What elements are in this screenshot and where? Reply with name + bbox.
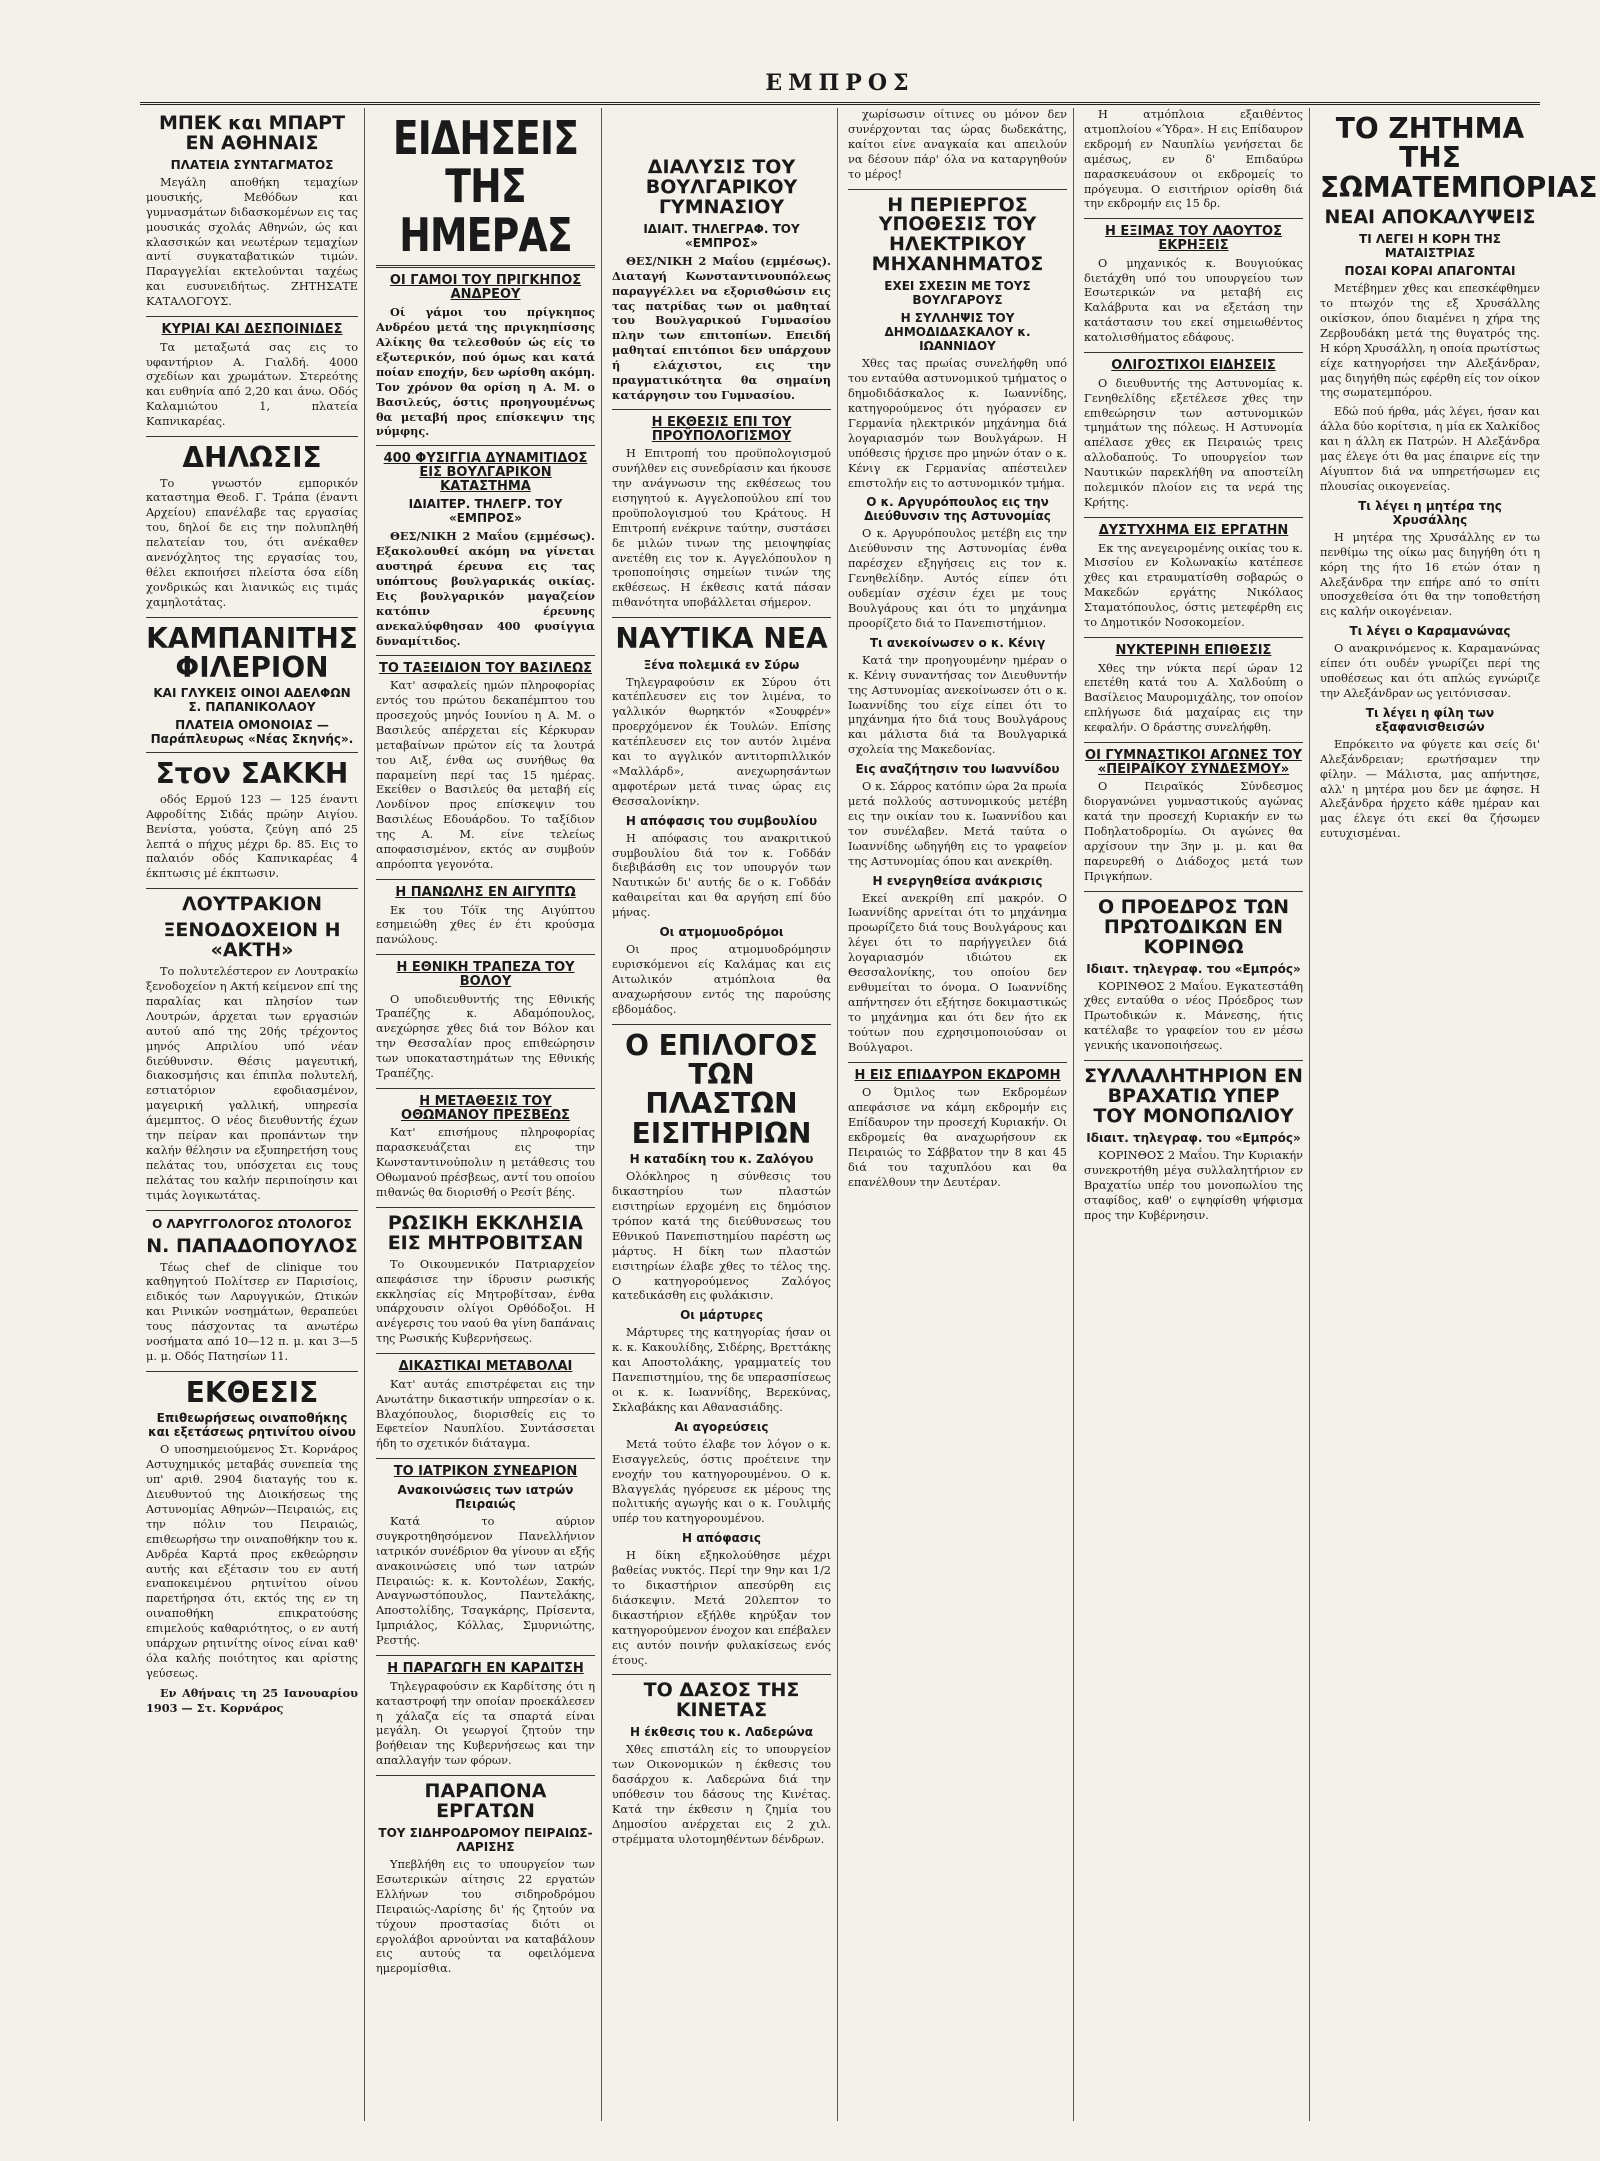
column-6 [1314,108,1598,2121]
article-text: χωρίσωσιν οίτινες ου μόνον δεν συνέρχονται τας ώρας δωδεκάτης, καίτοι είνε αναγκαία και απειλούν να δέσουν πάρ' όλα να καταργηθούν το μέρος! [848,108,1067,181]
article-text: Εδώ πού ήρθα, μάς λέγει, ήσαν και άλλα δύο κορίτσια, η μία εκ Χαλκίδος και η άλλη εκ Πατρών. Η Αλεξάνδρα μας έλεγε ότι θα μας έπαιρνε είς την Αίγυπτον διά να υπηρετήσωμεν εις πλουσίας οικογενείας. [1320,405,1540,493]
article-text: Τηλεγραφούσιν εκ Καρδίτσης ότι η καταστροφή την οποίαν προεκάλεσεν η χάλαζα είς τα σπαρτά είναι μεγάλη. Οι γεωργοί ζητούν την βοήθειαν της Κυβερνήσεως και την απαλλαγήν των φόρων. [376,1679,595,1768]
article-title: ΔΙΚΑΣΤΙΚΑΙ ΜΕΤΑΒΟΛΑΙ [398,1359,573,1375]
article-text: Ο διευθυντής της Αστυνομίας κ. Γενηθελίδης εξετέλεσε χθες την επιθεώρησιν των αστυνομικών τμημάτων της πόλεως. Η Αστυνομία απέλασε χθες εκ Πειραιώς τρεις αλλοδαπούς. Το υπουργείον των Ναυτικών παρεκλήθη να αποστείλη πολεμικόν πλοίον εις τα νερά της Κρήτης. [1084,376,1303,509]
article-title: Ο ΠΡΟΕΔΡΟΣ ΤΩΝ ΠΡΩΤΟΔΙΚΩΝ ΕΝ ΚΟΡΙΝΘΩ [1097,895,1290,958]
article-text: Υπεβλήθη εις το υπουργείον των Εσωτερικών αίτησις 22 εργατών Ελλήνων του σιδηροδρόμου Πειραιώς-Λαρίσης δι' ής ζητούν να τύχουν προστασίας διότι οι εργολάβοι αρνούνται να καταβάλουν εις αυτούς τα οφειλόμενα ημερομίσθια. [376,1858,595,1976]
article-title: ΤΟ ΙΑΤΡΙΚΟΝ ΣΥΝΕΔΡΙΟΝ [393,1464,578,1480]
article-text: Οί γάμοι του πρίγκηπος Ανδρέου μετά της πριγκηπίσσης Αλίκης θα τελεσθούν ώς είς το εξωτερικόν, πού όμως και κατά ποίαν εποχήν, δεν ωρίσθη ακόμη. Τον χρόνον θα ορίση η Α. Μ. ο Βασιλεύς, όστις προηγουμένως θα μεταβή προς επίσκεψιν της νύμφης. [376,305,595,439]
article-subtitle: ΙΔΙΑΙΤ. ΤΗΛΕΓΡΑΦ. ΤΟΥ «ΕΜΠΡΟΣ» [643,221,800,250]
article-subtitle: Η έκθεσις του κ. Λαδερώνα [630,1725,813,1740]
article-subtitle: Τι λέγει η μητέρα της Χρυσάλλης [1358,498,1502,527]
column-2 [370,108,602,2121]
article-text: Οι προς ατμομυοδρόμησιν ευρισκόμενοι είς Καλάμας και εις Αιτωλικόν ατμόπλοια θα αναχωρήσουν εντός της παρούσης εβδομάδος. [612,943,831,1016]
article-text: ΘΕΣ/ΝΙΚΗ 2 Μαΐου (εμμέσως). Διαταγή Κωνσταντινουπόλεως παραγγέλλει να εξορισθώσιν εις τας πατρίδας των οι μαθηταί του Βουλγαρικού Γυμνασίου πλην των επιτοπίων. Επειδή μαθηταί επιτόπιοι δεν υπάρχουν ή ελάχιστοι, εις την πραγματικότητα θα σημαίνη κατάργησιν του Γυμνασίου. [612,253,831,402]
article-text: ΚΟΡΙΝΘΟΣ 2 Μαΐου. Εγκατεστάθη χθες ενταύθα ο νέος Πρόεδρος των Πρωτοδικών κ. Μάνεσης, ήτις κατέλαβε το γραφείον του εν μέσω γενικής ικανοποιήσεως. [1084,979,1303,1053]
article-title: ΤΟ ΔΑΣΟΣ ΤΗΣ ΚΙΝΕΤΑΣ [643,1679,800,1722]
article-title: ΔΥΣΤΥΧΗΜΑ ΕΙΣ ΕΡΓΑΤΗΝ [1098,522,1289,538]
article-subtitle: Η ΣΥΛΛΗΨΙΣ ΤΟΥ ΔΗΜΟΔΙΔΑΣΚΑΛΟΥ κ. ΙΩΑΝΝΙΔΟΥ [884,311,1031,354]
article-subtitle: Η καταδίκη του κ. Ζαλόγου [629,1152,814,1167]
article-subtitle: Τι λέγει η φίλη των εξαφανισθεισών [1365,705,1495,734]
article-subtitle: ΤΙ ΛΕΓΕΙ Η ΚΟΡΗ ΤΗΣ ΜΑΤΑΙΣΤΡΙΑΣ [1359,232,1501,261]
ad-title: Ο ΛΑΡΥΓΓΟΛΟΓΟΣ ΩΤΟΛΟΓΟΣ [152,1216,352,1231]
headline: ΕΙΔΗΣΕΙΣ ΤΗΣ ΗΜΕΡΑΣ [392,111,579,262]
ad-subtitle: Επιθεωρήσεως οιναποθήκης και εξετάσεως ρητινίτου οίνου [148,1411,356,1440]
article-subtitle: Η ενεργηθείσα ανάκρισις [872,873,1043,888]
article-title: Ο ΕΠΙΛΟΓΟΣ ΤΩΝ ΠΛΑΣΤΩΝ ΕΙΣΙΤΗΡΙΩΝ [625,1028,818,1150]
ad-title: ΜΠΕΚ και ΜΠΑΡΤ ΕΝ ΑΘΗΝΑΙΣ [158,112,346,154]
article-text: Η ατμόπλοια εξαιθέντος ατμοπλοίου «Ύδρα». Η εις Επίδαυρον εκδρομή εν Ναυπλίω γενήσεται δε αμέσως, εν δ' Επιδαύρω παρασκευάσουν οι εκδρομείς το πρόγευμα. Ο εισιτήριον ορίσθη διά την εκδρομήν εις 15 δρ. [1084,108,1303,211]
column-4 [842,108,1074,2121]
article-title: Η ΕΘΝΙΚΗ ΤΡΑΠΕΖΑ ΤΟΥ ΒΟΛΟΥ [396,960,575,989]
article-subtitle: Τι ανεκοίνωσεν ο κ. Κένιγ [869,635,1046,650]
column-1 [140,108,365,2121]
article-text: Ο ανακρινόμενος κ. Καραμανώνας είπεν ότι ουδέν γνωρίζει περί της υποθέσεως και ότι απλώς εγνώριζε την Αλεξάνδραν ως γειτόνισσαν. [1320,642,1540,700]
article-text: Μετά τούτο έλαβε τον λόγον ο κ. Εισαγγελεύς, όστις προέτεινε την ενοχήν του κατηγορουμένου. Ο κ. Βλαγγελάς ηγόρευσε εκ μέρους της πολιτικής αγωγής και ο κ. Γουλιμής υπέρ του κατηγορουμένου. [612,1437,831,1526]
article-text: Ο κ. Σάρρος κατόπιν ώρα 2α πρωία μετά πολλούς αστυνομικούς μετέβη εις την οικίαν του κ. Ιωαννίδου και τον συνέλαβεν. Μετά ταύτα ο Ιωαννίδης ωδηγήθη εις το γραφείον της Αστυνομίας όπου και ανεκρίθη. [848,780,1067,868]
column-5 [1078,108,1310,2121]
article-title: Η ΠΑΝΩΛΗΣ ΕΝ ΑΙΓΥΠΤΩ [395,884,576,900]
article-title: ΤΟ ΤΑΞΕΙΔΙΟΝ ΤΟΥ ΒΑΣΙΛΕΩΣ [378,660,593,676]
column-3 [606,108,838,2121]
article-text: Χθες την νύκτα περί ώραν 12 επετέθη κατά του Α. Χαλδούπη ο Βασίλειος Μαυρομιχάλης, τον οποίον επλήγωσε διά μαχαίρας εις την κεφαλήν. Ο δράστης συνελήφθη. [1084,661,1303,735]
article-title: ΔΙΑΛΥΣΙΣ ΤΟΥ ΒΟΥΛΓΑΡΙΚΟΥ ΓΥΜΝΑΣΙΟΥ [645,156,798,218]
ad-name: Ν. ΠΑΠΑΔΟΠΟΥΛΟΣ [146,1234,358,1257]
article-title: ΟΙ ΓΥΜΝΑΣΤΙΚΟΙ ΑΓΩΝΕΣ ΤΟΥ «ΠΕΙΡΑΪΚΟΥ ΣΥΝΔΕΣΜΟΥ» [1085,748,1302,777]
article-text: Μετέβημεν χθες και επεσκέφθημεν το πτωχόν της εξ Χρυσάλλης οικίσκον, όπου διαμένει η χήρα της Ζερβουδάκη μετά της θυγατρός της. Η κόρη Χρυσάλλη, η οποία πρωτίστως είχε κατηγορήσει την Αλεξάνδραν, μας διηγήθη πώς εφέρθη είς τον οίκον της σωματεμπόρου. [1320,282,1540,400]
article-text: Η δίκη εξηκολούθησε μέχρι βαθείας νυκτός. Περί την 9ην και 1/2 το δικαστήριον απεσύρθη εις διάσκεψιν. Μετά 20λεπτον το δικαστήριον εξήλθε κηρύξαν τον κατηγορούμενον ένοχον και επέβαλεν εις αυτόν ποινήν φυλακίσεως ενός έτους. [612,1549,831,1667]
article-subtitle: Ανακοινώσεις των ιατρών Πειραιώς [397,1482,574,1511]
article-title: ΠΑΡΑΠΟΝΑ ΕΡΓΑΤΩΝ [424,1780,547,1823]
article-subtitle: Εις αναζήτησιν του Ιωαννίδου [855,762,1060,777]
ad-signature: Εν Αθήναις τη 25 Ιανουαρίου 1903 — Στ. Κορνάρος [146,1685,358,1715]
article-text: Ο Όμιλος των Εκδρομέων απεφάσισε να κάμη εκδρομήν εις Επίδαυρον την προσεχή Κυριακήν. Οι εκδρομείς θα αναχωρήσουν εκ Πειραιώς το Σάββατον την 8 και 45 διά του ταχυπλόου και θα επανέλθουν την Δευτέραν. [848,1086,1067,1189]
article-title: ΟΙ ΓΑΜΟΙ ΤΟΥ ΠΡΙΓΚΗΠΟΣ ΑΝΔΡΕΟΥ [389,272,582,302]
article-subtitle: ΕΧΕΙ ΣΧΕΣΙΝ ΜΕ ΤΟΥΣ ΒΟΥΛΓΑΡΟΥΣ [884,279,1031,308]
ad-title: ΚΥΡΙΑΙ ΚΑΙ ΔΕΣΠΟΙΝΙΔΕΣ [161,322,343,338]
article-title: Η ΕΞΙΜΑΣ ΤΟΥ ΛΑΟΥΤΟΣ ΕΚΡΗΞΕΙΣ [1105,224,1282,253]
article-text: Τηλεγραφούσιν εκ Σύρου ότι κατέπλευσεν εις τον λιμένα, το γαλλικόν θωρηκτόν «Σουφρέν» προερχόμενον έκ Τουλών. Επίσης κατέπλευσεν εις τον αυτόν λιμένα και το αγγλικόν αντιτορπιλλικόν «Μαλλάρδ», ανεχωρησάντων αμφοτέρων μετά τινας ώρας εις Θεσσαλονίκην. [612,675,831,808]
article-subtitle: ΤΟΥ ΣΙΔΗΡΟΔΡΟΜΟΥ ΠΕΙΡΑΙΩΣ-ΛΑΡΙΣΗΣ [378,1826,593,1855]
ad-text: Τέως chef de clinique του καθηγητού Πολίτσερ εν Παρισίοις, ειδικός των Λαρυγγικών, Ωτικών και Ρινικών νοσημάτων, θεραπεύει τους πάσχοντας τα ανωτέρω νοσήματα από 10—12 π. μ. και 3—5 μ. μ. Οδός Πατησίων 11. [146,1260,358,1363]
ad-subtitle: ΚΑΙ ΓΛΥΚΕΙΣ ΟΙΝΟΙ ΑΔΕΛΦΩΝ Σ. ΠΑΠΑΝΙΚΟΛΑΟΥ [153,686,351,715]
article-title: Η ΜΕΤΑΘΕΣΙΣ ΤΟΥ ΟΘΩΜΑΝΟΥ ΠΡΕΣΒΕΩΣ [401,1094,570,1123]
article-title: Η ΠΕΡΙΕΡΓΟΣ ΥΠΟΘΕΣΙΣ ΤΟΥ ΗΛΕΚΤΡΙΚΟΥ ΜΗΧΑΝΗΜΑΤΟΣ [871,193,1044,276]
ad-title: ΕΚΘΕΣΙΣ [185,1375,319,1409]
article-subtitle: Ο κ. Αργυρόπουλος εις την Διεύθυνσιν της Αστυνομίας [864,495,1051,524]
article-text: Ο Πειραϊκός Σύνδεσμος διοργανώνει γυμναστικούς αγώνας κατά την προσεχή Κυριακήν εν τω Ποδηλατοδρομίω. Οι αγώνες θα αρχίσουν την 3ην μ. μ. και θα παρευρεθή ο Διάδοχος μετά των Πριγκήπων. [1084,780,1303,883]
article-text: Κατ' αυτάς επιστρέφεται εις την Ανωτάτην δικαστικήν υπηρεσίαν ο κ. Βλαχόπουλος, διορισθείς εις το Εφετείον Ναυπλίου. Συντάσσεται ήδη το σχετικόν διάταγμα. [376,1377,595,1451]
article-text: Η μητέρα της Χρυσάλλης εν τω πενθίμω της οίκω μας διηγήθη ότι η κόρη της ήτο 16 ετών όταν η Αλεξάνδρα την επήρε από το σπίτι υποσχεθείσα ότι θα την τοποθετήση εις καλήν οικογένειαν. [1320,530,1540,619]
article-text: ΘΕΣ/ΝΙΚΗ 2 Μαΐου (εμμέσως). Εξακολουθεί ακόμη να γίνεται αυστηρά έρευνα εις τας υπόπτους βουλγαρικάς οικίας. Εις βουλγαρικόν μαγαζείον κατόπιν έρευνης ανεκαλύφθησαν 400 φυσίγγια δυναμίτιδος. [376,529,595,648]
article-text: Μάρτυρες της κατηγορίας ήσαν οι κ. κ. Κακουλίδης, Σιδέρης, Βρεττάκης και Αποστολάκης, γραμματείς του Πανεπιστημίου, της δε υπερασπίσεως οι κ. κ. Ιωαννίδης, Βερεκύνας, Σκλαβάκης και Αθανασιάδης. [612,1326,831,1414]
ad-text: Μεγάλη αποθήκη τεμαχίων μουσικής, Μεθόδων και γυμνασμάτων διδασκομένων εις τας μουσικάς σχολάς Αθηνών, ώς και κλασσικών και νεωτέρων τεμαχίων αντί συγκαταβατικών τιμών. Παραγγελίαι εκτελούνται ταχέως και ευσυνειδήτως. ΖΗΤΗΣΑΤΕ ΚΑΤΑΛΟΓΟΥΣ. [146,175,358,309]
article-text: Κατά το αύριον συγκροτηθησόμενον Πανελλήνιον ιατρικόν συνέδριον θα γίνουν αι εξής ανακοινώσεις υπό των ιατρών Πειραιώς: κ. κ. Κοντολέων, Σακής, Αναγνωστόπουλος, Παντελάκης, Αποστολίδης, Τσαγκάρης, Πρίσεντα, Ιμπριάλος, Κόλλας, Σμυρνιώτης, Ρεστής. [376,1514,595,1648]
article-subtitle: ΠΟΣΑΙ ΚΟΡΑΙ ΑΠΑΓΟΝΤΑΙ [1344,264,1516,279]
article-subtitle: ΙΔΙΑΙΤΕΡ. ΤΗΛΕΓΡ. ΤΟΥ «ΕΜΠΡΟΣ» [408,497,563,526]
ad-subtitle: ΠΛΑΤΕΙΑ ΣΥΝΤΑΓΜΑΤΟΣ [170,157,334,172]
article-title: ΡΩΣΙΚΗ ΕΚΚΛΗΣΙΑ ΕΙΣ ΜΗΤΡΟΒΙΤΣΑΝ [387,1211,584,1254]
article-subtitle: Ιδιαιτ. τηλεγραφ. του «Εμπρός» [1086,961,1301,976]
ad-address: ΠΛΑΤΕΙΑ ΟΜΟΝΟΙΑΣ — Παράπλευρως «Νέας Σκηνής». [150,718,354,747]
article-text: Εκ του Τόϊκ της Αιγύπτου εσημειώθη χθες έν έτι κρούσμα πανώλους. [376,903,595,947]
article-title: Η ΕΙΣ ΕΠΙΔΑΥΡΟΝ ΕΚΔΡΟΜΗ [854,1067,1061,1083]
article-title: Η ΕΚΘΕΣΙΣ ΕΠΙ ΤΟΥ ΠΡΟΫΠΟΛΟΓΙΣΜΟΥ [651,414,792,444]
masthead-title: ΕΜΠΡΟΣ [765,70,915,96]
ad-text: οδός Ερμού 123 — 125 έναντι Αφροδίτης Σιδάς πρώην Αιγίου. Βενίστα, γούστα, ζεύγη από 25 λεπτά ο πήχυς μέχρι δρ. 85. Εις το παλαιόν οδός Καπνικαρέας 4 έκπτωσις μέ έκπτωσιν. [146,792,358,881]
article-text: Κατ' ασφαλείς ημών πληροφορίας εντός του πρώτου δεκαπέμπτου του προσεχούς μηνός Ιουνίου η Α. Μ. ο Βασιλεύς απέρχεται είς Κέρκυραν μεταβαίνων πρώτον είς τα λουτρά του Αιξ, ένθα ως συνήθως θα παραμείνη περί τας 15 ημέρας. Εκείθεν ο Βασιλεύς θα μεταβή είς Λονδίνον προς επίσκεψιν του Βασιλέως Εδουάρδου. Το ταξίδιον της Α. Μ. είνε τελείως αποφασισμένον, εκτός αν συμβούν απρόοπτα γεγονότα. [376,679,595,872]
article-text: Ο κ. Αργυρόπουλος μετέβη εις την Διεύθυνσιν της Αστυνομίας ένθα παρέσχεν εξηγήσεις εις τον κ. Γενηθελίδην. Αυτός είπεν ότι ουδεμίαν σχέσιν έχει με τους Βουλγάρους και ότι το μηχάνημα προορίζετο διά το Πανεπιστήμιον. [848,527,1067,630]
article-subtitle: Ξένα πολεμικά εν Σύρω [643,657,800,672]
article-text: Η Επιτροπή του προϋπολογισμού συνήλθεν εις συνεδρίασιν και ήκουσε την ανάγνωσιν της εκθέσεως του εισηγητού κ. Αγγελοπούλου επί του προϋπολογισμού του Κράτους. Η Επιτροπή ενέκρινε ταύτην, συστάσει δε μιλών τινων της μειοψηφίας ανετέθη εις τον κ. Αγγελόπουλον η τροποποίησις σημείων τινών της εκθέσεως. Η έκθεσις κατά πάσαν πιθανότητα υποβάλλεται σήμερον. [612,447,831,610]
article-title: ΣΥΛΛΑΛΗΤΗΡΙΟΝ ΕΝ ΒΡΑΧΑΤΙΩ ΥΠΕΡ ΤΟΥ ΜΟΝΟΠΩΛΙΟΥ [1084,1065,1303,1127]
ad-title: ΔΗΛΩΣΙΣ [182,441,322,475]
ad-title: ΛΟΥΤΡΑΚΙΟΝ [181,893,323,916]
article-subtitle: Αι αγορεύσεις [674,1419,769,1434]
article-text: Χθες επιστάλη είς το υπουργείον των Οικονομικών η έκθεσις του δασάρχου κ. Λαδερώνα διά την υπόθεσιν του δάσους της Κινέτας. Κατά την έκθεσιν η ζημία του Δημοσίου ανέρχεται εις 2 χιλ. στρέμματα υλοτομηθέντων δένδρων. [612,1743,831,1846]
article-text: Εκεί ανεκρίθη επί μακρόν. Ο Ιωαννίδης αρνείται ότι το μηχάνημα προωρίζετο διά τους Βουλγάρους και λέγει ότι το παρήγγειλεν διά λογαριασμόν ιδιώτου εκ Θεσσαλονίκης, του οποίου δεν ενθυμείται το όνομα. Ο Ιωαννίδης απήντησεν ότι εξήτησε δοκιμαστικώς το μηχάνημα και ότι δεν ήτο εκ τούτων που εχρησιμοποιούσαν οι Βούλγαροι. [848,891,1067,1054]
article-title: Η ΠΑΡΑΓΩΓΗ ΕΝ ΚΑΡΔΙΤΣΗ [387,1661,584,1677]
article-text: Χθες τας πρωίας συνελήφθη υπό του ενταύθα αστυνομικού τμήματος ο δημοδιδάσκαλος κ. Ιωαννίδης, κατηγορούμενος ότι ηγόρασεν εν Γερμανία ηλεκτρικόν μηχάνημα διά λογαριασμόν των Βουλγάρων. Η υπόθεσις ήρχισε προ μηνών όταν ο κ. Κένιγ εκ Γερμανίας απέστειλεν επιστολήν εις το αστυνομικόν τμήμα. [848,357,1067,490]
article-title: ΝΥΚΤΕΡΙΝΗ ΕΠΙΘΕΣΙΣ [1115,642,1272,658]
article-text: Επρόκειτο να φύγετε και σείς δι' Αλεξάνδρειαν; ερωτήσαμεν την φίλην. — Μάλιστα, μας απήντησε, αλλ' η μητέρα μου δεν με άφησε. Η Αλεξάνδρα ήρχετο κάθε ημέραν και μας έλεγε ότι εκεί θα ζήσωμεν ευτυχισμέναι. [1320,737,1540,841]
article-subtitle: Οι ατμομυοδρόμοι [659,925,784,940]
article-title: ΤΟ ΖΗΤΗΜΑ ΤΗΣ ΣΩΜΑΤΕΜΠΟΡΙΑΣ [1320,112,1598,204]
article-subtitle: Οι μάρτυρες [680,1308,763,1323]
article-title: 400 ΦΥΣΙΓΓΙΑ ΔΥΝΑΜΙΤΙΔΟΣ ΕΙΣ ΒΟΥΛΓΑΡΙΚΟΝ ΚΑΤΑΣΤΗΜΑ [383,451,588,494]
article-text: Εκ της ανεγειρομένης οικίας του κ. Μισσίου εν Κολωνακίω κατέπεσε χθες και ετραυματίσθη σοβαρώς ο Μακεδών εργάτης Νικόλαος Σταματόπουλος, όστις μετεφέρθη εις το Δημοτικόν Νοσοκομείον. [1084,541,1303,630]
ad-subtitle: ΞΕΝΟΔΟΧΕΙΟΝ Η «ΑΚΤΗ» [163,919,341,962]
ad-title: Στον ΣΑΚΚΗ [155,757,349,791]
article-text: Η απόφασις του ανακριτικού συμβουλίου διά τον κ. Γοδδάν διεβιβάσθη εις τον υπουργόν των Ναυτικών δι' αυτής δε ο κ. Γοδδάν καθαιρείται και θα αργήση επί δύο μήνας. [612,831,831,920]
article-subtitle: Η απόφασις [682,1531,761,1546]
article-title: ΝΕΑΙ ΑΠΟΚΑΛΥΨΕΙΣ [1324,206,1536,229]
ad-text: Το πολυτελέστερον εν Λουτρακίω ξενοδοχείον η Ακτή κείμενον επί της παραλίας και πλησίον των Λουτρών, άρχεται των εργασιών αυτού από της 20ής τρέχοντος μηνός Απριλίου υπό νέαν διεύθυνσιν. Θέσις μαγευτική, διακοσμήσις και έπιπλα πολυτελή, εστιατόριον εφοδιασμένον, μαγειρική γαλλική, υπηρεσία άμεμπτος. Ο νέος διευθυντής έχων την πείραν και προπάντων την καλήν θέλησιν να εξυπηρετήση τους πελάτας του, υπόσχεται εις τους πελάτας του καλήν περιποίησιν και τιμάς λογικωτάτας. [146,965,358,1202]
article-text: Κατ' επισήμους πληροφορίας παρασκευάζεται εις την Κωνσταντινούπολιν η μετάθεσις του Οθωμανού πρέσβεως, αντί του οποίου πιθανώς θα διορισθή ο Ρεσίτ βέης. [376,1126,595,1199]
masthead [140,70,1540,105]
article-text: Το Οικουμενικόν Πατριαρχείον απεφάσισε την ίδρυσιν ρωσικής εκκλησίας είς Μητροβίτσαν, ένθα υπάρχουσιν ολίγοι Ορθόδοξοι. Η ανέγερσις του ναού θα γίνη δαπάναις της Ρωσικής Κυβερνήσεως. [376,1257,595,1346]
ad-text: Ο υποσημειούμενος Στ. Κορνάρος Αστυχημικός μεταβάς συνεπεία της υπ' αριθ. 2904 διαταγής του κ. Διευθυντού της Διοικήσεως της Αστυνομίας Αθηνών—Πειραιώς, εις την πόλιν του Πειραιώς, επιθεωρήσω την οιναποθήκην του κ. Ανδρέα Καρτά προς εκθεώρησιν αυτής και εξέτασιν του εν αυτή εναποκειμένου ρητινίτου οίνου παρετήρησα ότι, εκτός της εν τη οιναποθήκη επικρατούσης επιμελούς καθαριότητος, ο εν αυτή υπάρχων ρητινίτης οίνος είναι καθ' όλα καλής ποιότητος και αρίστης γεύσεως. [146,1443,358,1680]
article-text: Ολόκληρος η σύνθεσις του δικαστηρίου των πλαστών εισιτηρίων ερχομένη εις δημόσιον τρόπον κατά της διεύθυνσεως του Εθνικού Πανεπιστημίου παρέστη ως μάρτυς. Η δίκη των πλαστών εισιτηρίων έλαβε χθες το τέλος της. Ο κατηγορούμενος Ζαλόγος κατεδικάσθη εις φυλάκισιν. [612,1170,831,1303]
article-title: ΟΛΙΓΟΣΤΙΧΟΙ ΕΙΔΗΣΕΙΣ [1111,358,1276,374]
article-subtitle: Ιδιαιτ. τηλεγραφ. του «Εμπρός» [1086,1130,1301,1145]
article-text: ΚΟΡΙΝΘΟΣ 2 Μαΐου. Την Κυριακήν συνεκροτήθη μέγα συλλαλητήριον εν Βραχατίω υπέρ του μονοπωλίου της σταφίδος, καθ' ο εψηφίσθη ψήφισμα προς την Κυβέρνησιν. [1084,1148,1303,1222]
ad-text: Το γνωστόν εμπορικόν καταστημα Θεοδ. Γ. Τράπα (έναντι Αρχείου) επανέλαβε τας εργασίας του, δηλοί δε εις την πολυπληθή πελατείαν του, ότι ανέκαθεν ανενόχλητος της εργασίας του, θέλει εκποιήσει πλείστα όσα είδη χονδρικώς και λιανικώς εις τιμάς χαμηλοτάτας. [146,476,358,609]
ad-text: Τα μεταξωτά σας εις το υφαντήριον Α. Γιαλδή. 4000 σχεδίων και χρωμάτων. Στερεότης και ευθηνία από 2,20 και άνω. Οδός Καλαμιώτου 1, πλατεία Καπνικαρέας. [146,340,358,429]
ad-title: ΚΑΜΠΑΝΙΤΗΣ ΦΙΛΕΡΙΟΝ [146,621,358,685]
article-title: ΝΑΥΤΙΚΑ ΝΕΑ [615,622,828,656]
article-subtitle: Τι λέγει ο Καραμανώνας [1349,624,1511,639]
article-text: Ο μηχανικός κ. Βουγιούκας διετάχθη υπό του υπουργείου των Εσωτερικών να μεταβή εις Καλάβρυτα και να εξετάση την κατάστασιν του εκεί σημειωθέντος κατολισθήματος εδάφους. [1084,256,1303,345]
article-text: Ο υποδιευθυντής της Εθνικής Τραπέζης κ. Αδαμόπουλος, ανεχώρησε χθες διά τον Βόλον και την Θεσσαλίαν προς επιθεώρησιν των υποκαταστημάτων της Εθνικής Τραπέζης. [376,992,595,1081]
article-text: Κατά την προηγουμένην ημέραν ο κ. Κένιγ συναντήσας τον Διευθυντήν της Αστυνομίας ανεκοίνωσεν ότι ο κ. Ιωαννίδης του είχε είπει ότι το μηχάνημα ήτο διά τους Βουλγάρους και μάλιστα διά τα Βουλγαρικά σχολεία της Μακεδονίας. [848,653,1067,757]
article-subtitle: Η απόφασις του συμβουλίου [625,813,818,828]
